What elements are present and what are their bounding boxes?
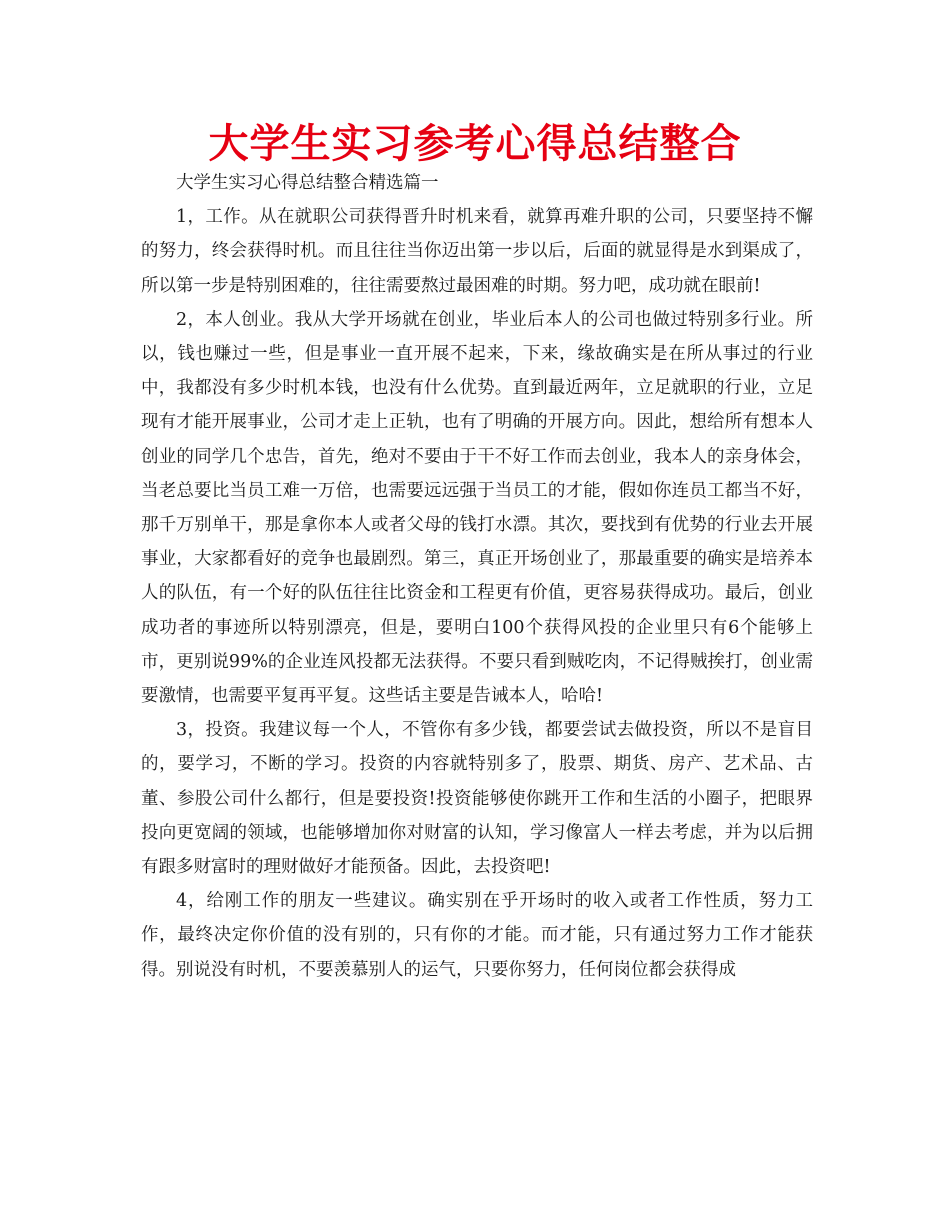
section-heading: 大学生实习心得总结整合精选篇一 bbox=[176, 173, 439, 193]
paragraph-3: 3，投资。我建议每一个人，不管你有多少钱，都要尝试去做投资，所以不是盲目的，要学习，不断的学习。投资的内容就特别多了，股票、期货、房产、艺术品、古董、参股公司什么都行，但是要投资!投资能够使你跳开工作和生活的小圈子，把眼界投向更宽阔的领域，也能够增加你对财富的认知，学习像富人一样去考虑，并为以后拥有跟多财富时的理财做好才能预备。因此，去投资吧! bbox=[141, 720, 813, 878]
paragraph-2: 2，本人创业。我从大学开场就在创业，毕业后本人的公司也做过特别多行业。所以，钱也赚过一些，但是事业一直开展不起来，下来，缘故确实是在所从事过的行业中，我都没有多少时机本钱，也没有什么优势。直到最近两年，立足就职的行业，立足现有才能开展事业，公司才走上正轨，也有了明确的开展方向。因此，想给所有想本人创业的同学几个忠告，首先，绝对不要由于干不好工作而去创业，我本人的亲身体会，当老总要比当员工难一万倍，也需要远远强于当员工的才能，假如你连员工都当不好，那千万别单干，那是拿你本人或者父母的钱打水漂。其次，要找到有优势的行业去开展事业，大家都看好的竞争也最剧烈。第三，真正开场创业了，那最重要的确实是培养本人的队伍，有一个好的队伍往往比资金和工程更有价值，更容易获得成功。最后，创业成功者的事迹所以特别漂亮，但是，要明白100个获得风投的企业里只有6个能够上市，更别说99%的企业连风投都无法获得。不要只看到贼吃肉，不记得贼挨打，创业需要激情，也需要平复再平复。这些话主要是告诫本人，哈哈! bbox=[141, 309, 813, 707]
document-body bbox=[141, 166, 813, 987]
document-title: 大学生实习参考心得总结整合 bbox=[208, 121, 742, 167]
paragraph-4: 4，给刚工作的朋友一些建议。确实别在乎开场时的收入或者工作性质，努力工作，最终决定你价值的没有别的，只有你的才能。而才能，只有通过努力工作才能获得。别说没有时机，不要羡慕别人的运气，只要你努力，任何岗位都会获得成 bbox=[141, 891, 813, 980]
paragraph-1: 1，工作。从在就职公司获得晋升时机来看，就算再难升职的公司，只要坚持不懈的努力，终会获得时机。而且往往当你迈出第一步以后，后面的就显得是水到渠成了，所以第一步是特别困难的，往往需要熬过最困难的时期。努力吧，成功就在眼前! bbox=[141, 207, 813, 296]
